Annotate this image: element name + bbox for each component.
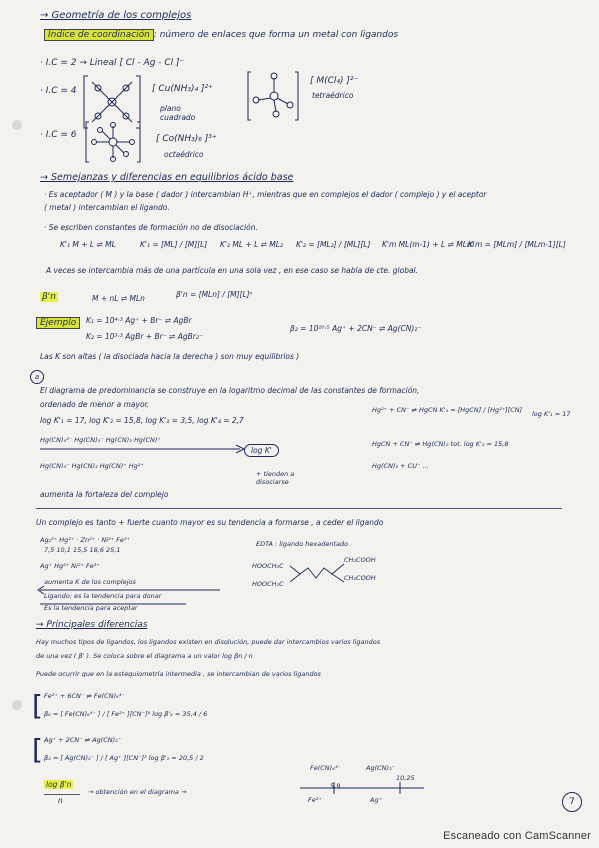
paragraph-line: Hay muchos tipos de ligandos, los ligandos existen en disolución, puede dar intercambios varios ligandos: [36, 638, 381, 646]
cation-row: Ag₂³⁺ Hg²⁺ · Zn²⁺ · Ni²⁺ Fe³⁺: [40, 536, 130, 544]
diagram-label: Fe²⁺: [308, 796, 322, 804]
beta-equation: M + nL ⇌ MLn: [92, 294, 145, 303]
coordination-line: [44, 30, 398, 41]
paragraph-text: A veces se intercambia más de una partícula en una sola vez , en ese caso se habla de cte. global.: [46, 266, 419, 275]
beta-label-highlight: β'n: [42, 292, 56, 302]
equation: K'₁ M + L ⇌ ML: [60, 240, 116, 249]
species-row: Hg(CN)₄²⁻ Hg(CN)₃⁻ Hg(CN)₂ Hg(CN)⁺: [40, 436, 161, 444]
paragraph-line: Puede ocurrir que en la estequiometría intermedia , se intercambian de varios ligandos: [36, 670, 321, 678]
punch-hole: [12, 120, 22, 130]
arrow-label: Ligando: es la tendencia para donar: [44, 592, 162, 600]
equation: Hg²⁺ + CN⁻ ⇌ HgCN K'₁ = [HgCN] / [Hg²⁺][CN]: [372, 406, 523, 414]
edta-label: EDTA : ligando hexadentado: [256, 540, 349, 548]
punch-hole: [12, 700, 22, 710]
example-line: K₁ = 10⁴·³ Ag⁺ + Br⁻ ⇌ AgBr: [86, 316, 192, 325]
equation: K'm ML(m-1) + L ⇌ MLm: [382, 240, 475, 249]
ic2-line: · I.C = 2 → Lineal [ Cl - Ag - Cl ]⁻: [40, 58, 185, 68]
edta-group: CH₂COOH: [344, 556, 376, 564]
cation-values: 7,5 10,1 15,5 18,6 25,1: [44, 546, 121, 554]
bracket: [: [32, 689, 43, 722]
paragraph-line: aumenta la fortaleza del complejo: [40, 490, 169, 499]
equation: K'₁ = [ML] / [M][L]: [140, 240, 208, 249]
paragraph-line: · Es aceptador ( M ) y la base ( dador ) intercambian H⁺, mientras que en complejos el dador ( complejo ) y el aceptor: [44, 190, 487, 199]
diagram-label: Fe(CN)₆⁴⁻: [310, 764, 341, 772]
logk-box: log K': [244, 444, 279, 457]
paragraph-line: El diagrama de predominancia se construye en la logaritmo decimal de las constantes de formación,: [40, 386, 420, 395]
equation: K'm = [MLm] / [MLm-1][L]: [468, 240, 566, 249]
paragraph-line: Un complejo es tanto + fuerte cuanto mayor es su tendencia a formarse , a ceder el ligando: [36, 518, 384, 527]
fraction-highlight: log β'n: [46, 780, 72, 789]
diagram-label: Ag⁺: [370, 796, 383, 804]
beta-label: [40, 292, 58, 303]
ic4-geometry: plano cuadrado: [160, 104, 196, 122]
arrow-label: Es la tendencia para aceptar: [44, 604, 138, 612]
fraction-denominator: n: [58, 796, 63, 805]
edta-group: CH₂COOH: [344, 574, 376, 582]
ic4-tetrahedral-geometry: tetraédrico: [312, 91, 354, 100]
equation: Fe²⁺ + 6CN⁻ ⇌ Fe(CN)₆⁴⁻: [44, 692, 125, 700]
annotation-note: + tienden a disociarse: [256, 470, 295, 486]
equation: Hg(CN)₂ + CU⁻ ...: [372, 462, 429, 470]
page-number: 7: [562, 792, 582, 812]
species-row: Hg(CN)₃⁻ Hg(CN)₂ Hg(CN)⁺ Hg²⁺: [40, 462, 144, 470]
paragraph-line: de una vez ( β' ). Se coloca sobre el diagrama a un valor log βn / n: [36, 652, 253, 660]
fraction-numerator: [44, 780, 73, 789]
equation: K'₂ ML + L ⇌ ML₂: [220, 240, 283, 249]
section-heading: → Principales diferencias: [36, 620, 148, 630]
paragraph-line: · Se escriben constantes de formación no de disociación.: [44, 223, 258, 232]
bracket: [: [32, 733, 43, 766]
fraction-bar: [44, 794, 80, 795]
diagram-value: 10,25: [396, 774, 415, 782]
octahedral-molecule-drawing: [84, 120, 142, 164]
equation: Ag⁺ + 2CN⁻ ⇌ Ag(CN)₂⁻: [44, 736, 122, 744]
circle-marker: a: [30, 370, 44, 384]
divider: [36, 508, 562, 509]
edta-group: HOOCH₂C: [252, 562, 284, 570]
arrow-label: aumenta K de los complejos: [44, 578, 136, 586]
section-heading: → Semejanzas y diferencias en equilibrios ácido base: [40, 172, 294, 183]
example-label: [36, 318, 80, 329]
paragraph-line: ( metal ) intercambian el ligando.: [44, 203, 170, 212]
ic4-tetrahedral-formula: [ M(Cl₄) ]²⁻: [310, 76, 359, 86]
paragraph-line: ordenado de menor a mayor.: [40, 400, 150, 409]
tetrahedral-molecule-drawing: [246, 70, 300, 122]
cation-row: Ag⁺ Hg²⁺ Ni²⁺ Fe³⁺: [40, 562, 100, 570]
paragraph-line: Las K son altas ( la disociada hacia la derecha ) son muy equilibrios ): [40, 352, 300, 361]
diagram-value: 5,9: [330, 782, 341, 790]
paragraph-line: [44, 266, 420, 275]
coordination-definition: : número de enlaces que forma un metal con ligandos: [153, 30, 399, 40]
coordination-label: Índice de coordinación: [44, 29, 154, 41]
beta-expression: β'n = [MLn] / [M][L]ⁿ: [176, 290, 253, 299]
equation: log K'₁ = 17: [532, 410, 571, 418]
scanner-watermark: Escaneado con CamScanner: [443, 830, 591, 842]
example-highlight: Ejemplo: [36, 317, 80, 329]
example-line: K₂ = 10³·³ AgBr + Br⁻ ⇌ AgBr₂⁻: [86, 332, 203, 341]
edta-group: HOOCH₂C: [252, 580, 284, 588]
section-title: → Geometría de los complejos: [40, 10, 192, 21]
ic6-formula: [ Co(NH₃)₆ ]³⁺: [156, 134, 217, 144]
equation: HgCN + CN⁻ ⇌ Hg(CN)₂ tot. log K'₂ = 15,8: [372, 440, 509, 448]
ic6-label: · I.C = 6: [40, 130, 77, 140]
fraction-note: → obtención en el diagrama →: [88, 788, 187, 796]
ic4-label: · I.C = 4: [40, 86, 77, 96]
equation: β₂ = [ Ag(CN)₂⁻ ] / [ Ag⁺ ][CN⁻]² log β'₂ = 20,5 / 2: [44, 754, 204, 762]
edta-structure-lines: [290, 560, 346, 586]
arrow-axis: [40, 444, 250, 454]
diagram-label: Ag(CN)₂⁻: [366, 764, 396, 772]
ic4-formula: [ Cu(NH₃)₄ ]²⁺: [152, 84, 213, 94]
equation: K'₂ = [ML₂] / [ML][L]: [296, 240, 371, 249]
equation: β₆ = [ Fe(CN)₆⁴⁻ ] / [ Fe²⁺ ][CN⁻]⁶ log β'₆ = 35,4 / 6: [44, 710, 208, 718]
logk-values: log K'₁ = 17, log K'₂ = 15,8, log K'₃ = 3,5, log K'₄ = 2,7: [40, 416, 244, 425]
ic6-geometry: octaédrico: [164, 150, 204, 159]
trend-arrows: [36, 586, 226, 612]
example-line: β₂ = 10²⁰·⁵ Ag⁺ + 2CN⁻ ⇌ Ag(CN)₂⁻: [290, 324, 422, 333]
